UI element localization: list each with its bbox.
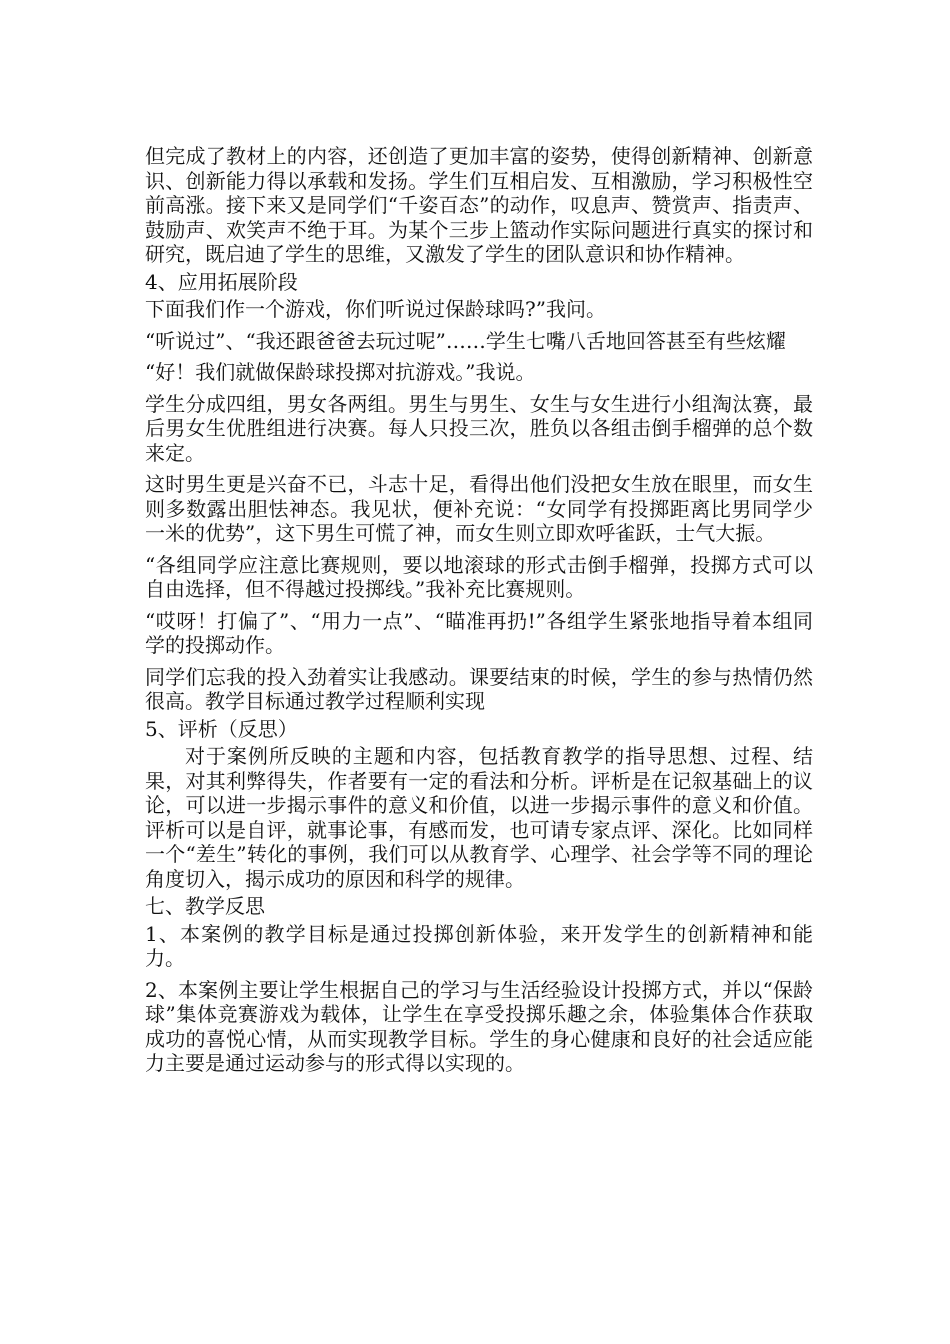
- paragraph-students-answer: “听说过”、“我还跟爸爸去玩过呢”……学生七嘴八舌地回答甚至有些炫耀: [145, 328, 786, 353]
- paragraph-reflection-2: 2、本案例主要让学生根据自己的学习与生活经验设计投掷方式，并以“保龄球”集体竞赛游戏为载体，让学生在享受投掷乐趣之余，体验集体合作获取成功的喜悦心情，从而实现教学目标。学生的身心健康和良好的社会适应能力主要是通过运动参与的形式得以实现的。: [145, 977, 813, 1075]
- section-heading-reflection: 七、教学反思: [145, 894, 265, 918]
- paragraph-rules: “各组同学应注意比赛规则，要以地滚球的形式击倒手榴弹，投掷方式可以自由选择，但不得越过投掷线。”我补充比赛规则。: [145, 552, 813, 601]
- paragraph-analysis-body: 对于案例所反映的主题和内容，包括教育教学的指导思想、过程、结果，对其利弊得失，作者要有一定的看法和分析。评析是在记叙基础上的议论，可以进一步揭示事件的意义和价值，以进一步揭示事件的意义和价值。评析可以是自评，就事论事，有感而发，也可请专家点评、深化。比如同样一个“差生”转化的事例，我们可以从教育学、心理学、社会学等不同的理论角度切入，揭示成功的原因和科学的规律。: [145, 744, 813, 891]
- paragraph-boys-excited: 这时男生更是兴奋不已，斗志十足，看得出他们没把女生放在眼里，而女生则多数露出胆怯神态。我见状，便补充说：“女同学有投掷距离比男同学少一米的优势”，这下男生可慌了神，而女生则立即欢呼雀跃，士气大振。: [145, 472, 813, 545]
- paragraph-game-intro: 下面我们作一个游戏，你们听说过保龄球吗?”我问。: [145, 297, 606, 321]
- paragraph-grouping: 学生分成四组，男女各两组。男生与男生、女生与女生进行小组淘汰赛，最后男女生优胜组进行决赛。每人只投三次，胜负以各组击倒手榴弹的总个数来定。: [145, 391, 813, 465]
- paragraph-continued-text: 但完成了教材上的内容，还创造了更加丰富的姿势，使得创新精神、创新意识、创新能力得以承载和发扬。学生们互相启发、互相激励，学习积极性空前高涨。接下来又是同学们“千姿百态”的动作，叹息声、赞赏声、指责声、鼓励声、欢笑声不绝于耳。为某个三步上篮动作实际问题进行真实的探讨和研究，既启迪了学生的思维，又激发了学生的团队意识和协作精神。: [145, 144, 813, 266]
- section-heading-application: 4、应用拓展阶段: [145, 269, 298, 294]
- paragraph-teacher-says: “好！我们就做保龄球投掷对抗游戏。”我说。: [145, 360, 536, 384]
- paragraph-conclusion: 同学们忘我的投入劲着实让我感动。课要结束的时候，学生的参与热情仍然很高。教学目标通过教学过程顺利实现: [145, 664, 813, 713]
- paragraph-reflection-1: 1、本案例的教学目标是通过投掷创新体验，来开发学生的创新精神和能力。: [145, 921, 813, 970]
- document-body: [145, 144, 813, 1083]
- section-heading-analysis: 5、评析（反思）: [145, 716, 298, 741]
- paragraph-guidance: “哎呀！打偏了”、“用力一点”、“瞄准再扔!”各组学生紧张地指导着本组同学的投掷动作。: [145, 608, 813, 657]
